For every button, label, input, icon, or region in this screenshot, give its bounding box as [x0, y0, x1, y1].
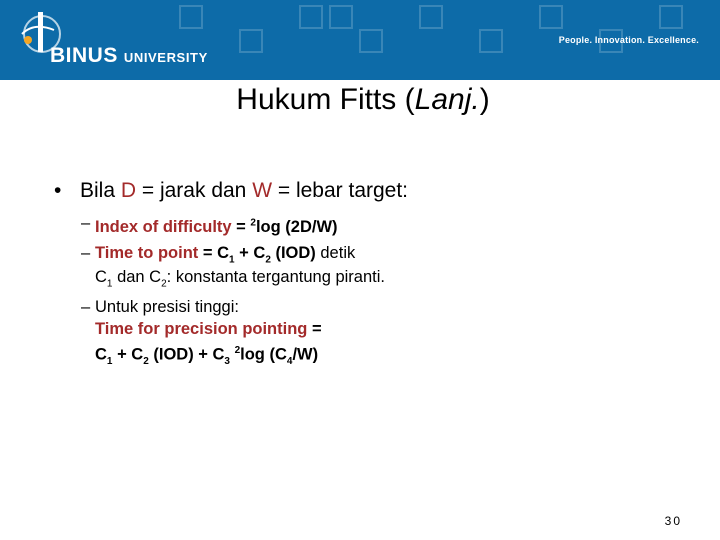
logo-brand: BINUS: [50, 44, 118, 67]
bullet-list: [54, 179, 694, 203]
sub-item-precision: – Untuk presisi tinggi: Time for precision pointing = $C_1 + C_2$ $(IOD) + C_3$ $^2$log $(C_4/W)$: [81, 298, 322, 367]
slide-title: Hukum Fitts (Lanj.): [236, 83, 490, 116]
main-bullet-text: Bila D = jarak dan W = lebar target:: [80, 179, 409, 202]
logo-wordmark: [50, 44, 208, 68]
sub-item-time-to-point: – Time to point = $C_1 + C_2$ (IOD) detik: [81, 244, 356, 266]
main-bullet: [54, 179, 694, 203]
dash-icon: –: [81, 214, 91, 232]
sub-item-constants: $C_1$ dan $C_2$: konstanta tergantung piranti.: [95, 268, 385, 290]
logo-univ: UNIVERSITY: [123, 50, 208, 65]
dash-icon: –: [81, 244, 91, 262]
page-number: 30: [664, 514, 682, 528]
slide-header: [0, 0, 720, 80]
bullet-dot-icon: •: [54, 179, 62, 202]
dash-icon: –: [81, 298, 91, 316]
header-tagline: People. Innovation. Excellence.: [558, 35, 699, 45]
sub-item-index-of-difficulty: – Index of difficulty = $^2$log (2D/W): [81, 214, 338, 236]
